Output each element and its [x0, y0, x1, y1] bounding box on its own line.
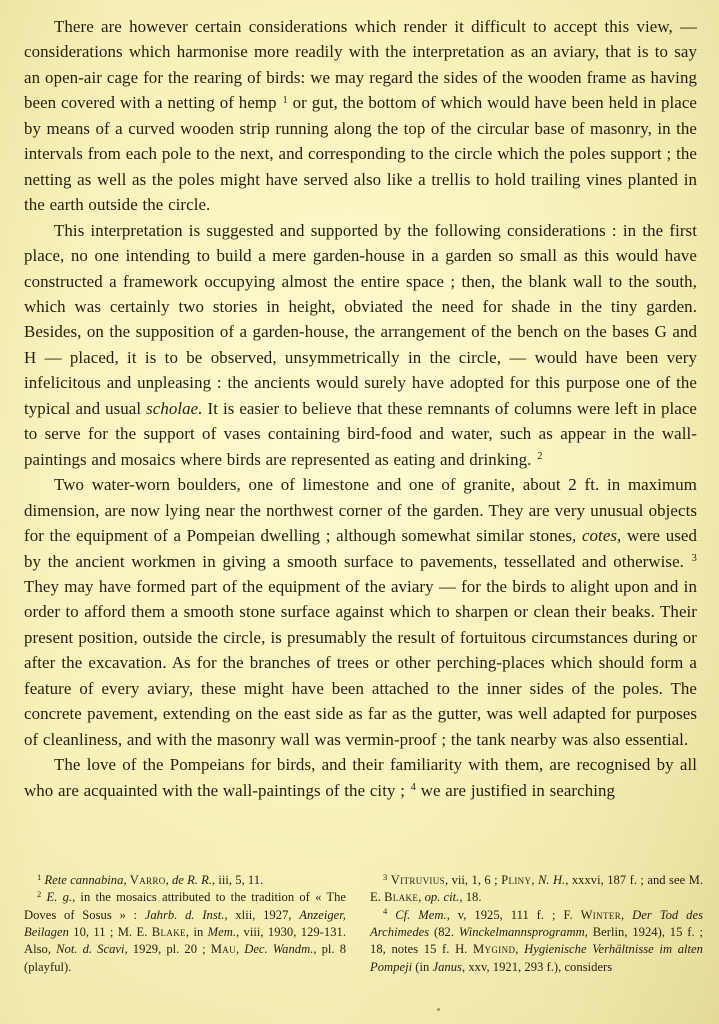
- italic-text: cotes,: [581, 526, 622, 546]
- para-love: The love of the Pompeians for birds, and their familiarity with them, are recognised by all who are acquainted with the wall-paintings of the city ; $^4$ we are justified in searching: [24, 755, 697, 800]
- footnote-reference-2[interactable]: 2: [537, 451, 543, 463]
- italic-text: Not. d. Scavi: [56, 942, 125, 957]
- para-boulders: Two water-worn boulders, one of limestone and one of granite, about 2 ft. in maximum dimension, are now lying near the northwest corner of the garden. They are very unusual objects for the equipment of a Pompeian dwelling ; although somewhat similar stones, cotes, were used by the ancient workmen in giving a smooth surface to pavements, tessellated and otherwise. $^3$ They may have formed part of the equipment of the aviary — for the birds to alight upon and in order to afford them a smooth stone surface against which to sharpen or clean their beaks. Their present position, outside the circle, is presumably the result of fortuitous circumstances during or after the excavation. As for the branches of trees or other perching-places which should form a feature of every aviary, these might have been attached to the inner sides of the poles. The concrete pavement, extending on the east side as far as the gutter, was well adapted for purposes of cleanliness, and with the masonry wall was vermin-proof ; the tank nearby was also essential.: [24, 475, 697, 749]
- italic-text: de R. R.: [171, 873, 213, 887]
- small-caps-name: Winter: [580, 907, 622, 922]
- para-interpretation: This interpretation is suggested and supported by the following considerations : in the first place, no one intending to build a mere garden-house in a garden so small as this would have constructed a framework occupying almost the entire space ; then, the blank wall to the south, which was certainly two stories in height, obviated the need for shade in the tiny garden. Besides, on the supposition of a garden-house, the arrangement of the bench on the bases G and H — placed, it is to be observed, unsymmetrically in the circle, — would have been very infelicitous and unpleasing : the ancients would surely have adopted for this purpose one of the typical and usual scholae. It is easier to believe that these remnants of columns were left in place to serve for the support of vases containing bird-food and water, such as appear in the wall-paintings and mosaics where birds are represented as eating and drinking. $^2$: [24, 220, 698, 469]
- footnote-4-marker: 4: [383, 906, 388, 917]
- footnote-2-marker: 2: [37, 889, 42, 900]
- italic-text: Anzeiger, Beilagen: [24, 907, 346, 940]
- italic-text: Rete cannabina: [44, 873, 124, 887]
- footnote-1: $^1$ Rete cannabina, Varro, de R. R., iii, 5, 11.: [37, 871, 264, 887]
- italic-text: Der Tod des Archimedes: [370, 907, 704, 940]
- italic-text: Cf. Mem.: [395, 907, 447, 922]
- small-caps-name: Pliny: [501, 873, 532, 887]
- footnote-3-marker: 3: [383, 871, 388, 882]
- footnote-4: $^4$ Cf. Mem., v, 1925, 111 f. ; F. Winter, Der Tod des Archimedes (82. Winckelmannsprogramm, Berlin, 1924), 15 f. ; 18, notes 15 f. H. Mygind, Hygienische Verhältnisse im alten Pompeji (in Janus, xxv, 1921, 293 f.), considers: [370, 906, 704, 974]
- italic-text: op. cit.: [424, 890, 460, 905]
- footnote-3: $^3$ Vitruvius, vii, 1, 6 ; Pliny, N. H., xxxvi, 187 f. ; and see M. E. Blake, op. cit., 18.: [370, 871, 703, 905]
- para-considerations: There are however certain considerations which render it difficult to accept this view, — considerations which harmonise more readily with the interpretation as an aviary, that is to say an open-air cage for the rearing of birds: we may regard the sides of the wooden frame as having been covered with a netting of hemp $^1$ or gut, the bottom of which would have been held in place by means of a curved wooden strip running along the top of the circular base of masonry, in the intervals from each pole to the next, and corresponding to the circle which the poles support ; the netting as well as the poles might have served also like a trellis to hold trailing vines planted in the earth outside the circle.: [24, 17, 697, 215]
- footnote-column-left: [24, 872, 346, 976]
- italic-text: scholae.: [146, 398, 203, 418]
- small-caps-name: Mygind: [473, 942, 516, 957]
- italic-text: Jahrb. d. Inst.: [144, 907, 225, 922]
- footnote-1-marker: 1: [37, 871, 42, 882]
- small-caps-name: Varro: [129, 873, 166, 887]
- italic-text: Winckelmannsprogramm: [458, 925, 585, 940]
- paper-speck: [437, 1008, 440, 1011]
- footnote-reference-1[interactable]: 1: [282, 94, 288, 106]
- italic-text: Hygienische Verhältnisse im alten Pompeji: [370, 942, 703, 974]
- italic-text: Dec. Wandm.: [244, 942, 314, 957]
- italic-text: E. g.: [46, 890, 73, 905]
- footnotes-area: [24, 872, 703, 976]
- small-caps-name: Mau: [210, 942, 236, 957]
- footnote-column-right: [370, 872, 703, 976]
- footnote-reference-3[interactable]: 3: [691, 553, 697, 565]
- footnote-reference-4[interactable]: 4: [410, 782, 416, 794]
- small-caps-name: Vitruvius: [390, 873, 445, 887]
- footnote-2: $^2$ E. g., in the mosaics attributed to the tradition of « The Doves of Sosus » : Jahrb. d. Inst., xlii, 1927, Anzeiger, Beilagen 10, 11 ; M. E. Blake, in Mem., viii, 1930, 129-131. Also, Not. d. Scavi, 1929, pl. 20 ; Mau, Dec. Wandm., pl. 8 (playful).: [24, 889, 347, 974]
- body-text-block: [24, 14, 697, 803]
- italic-text: N. H.: [537, 873, 566, 887]
- small-caps-name: Blake: [384, 890, 419, 905]
- italic-text: Mem.: [207, 925, 237, 940]
- small-caps-name: Blake: [151, 925, 186, 940]
- italic-text: Janus: [432, 959, 462, 974]
